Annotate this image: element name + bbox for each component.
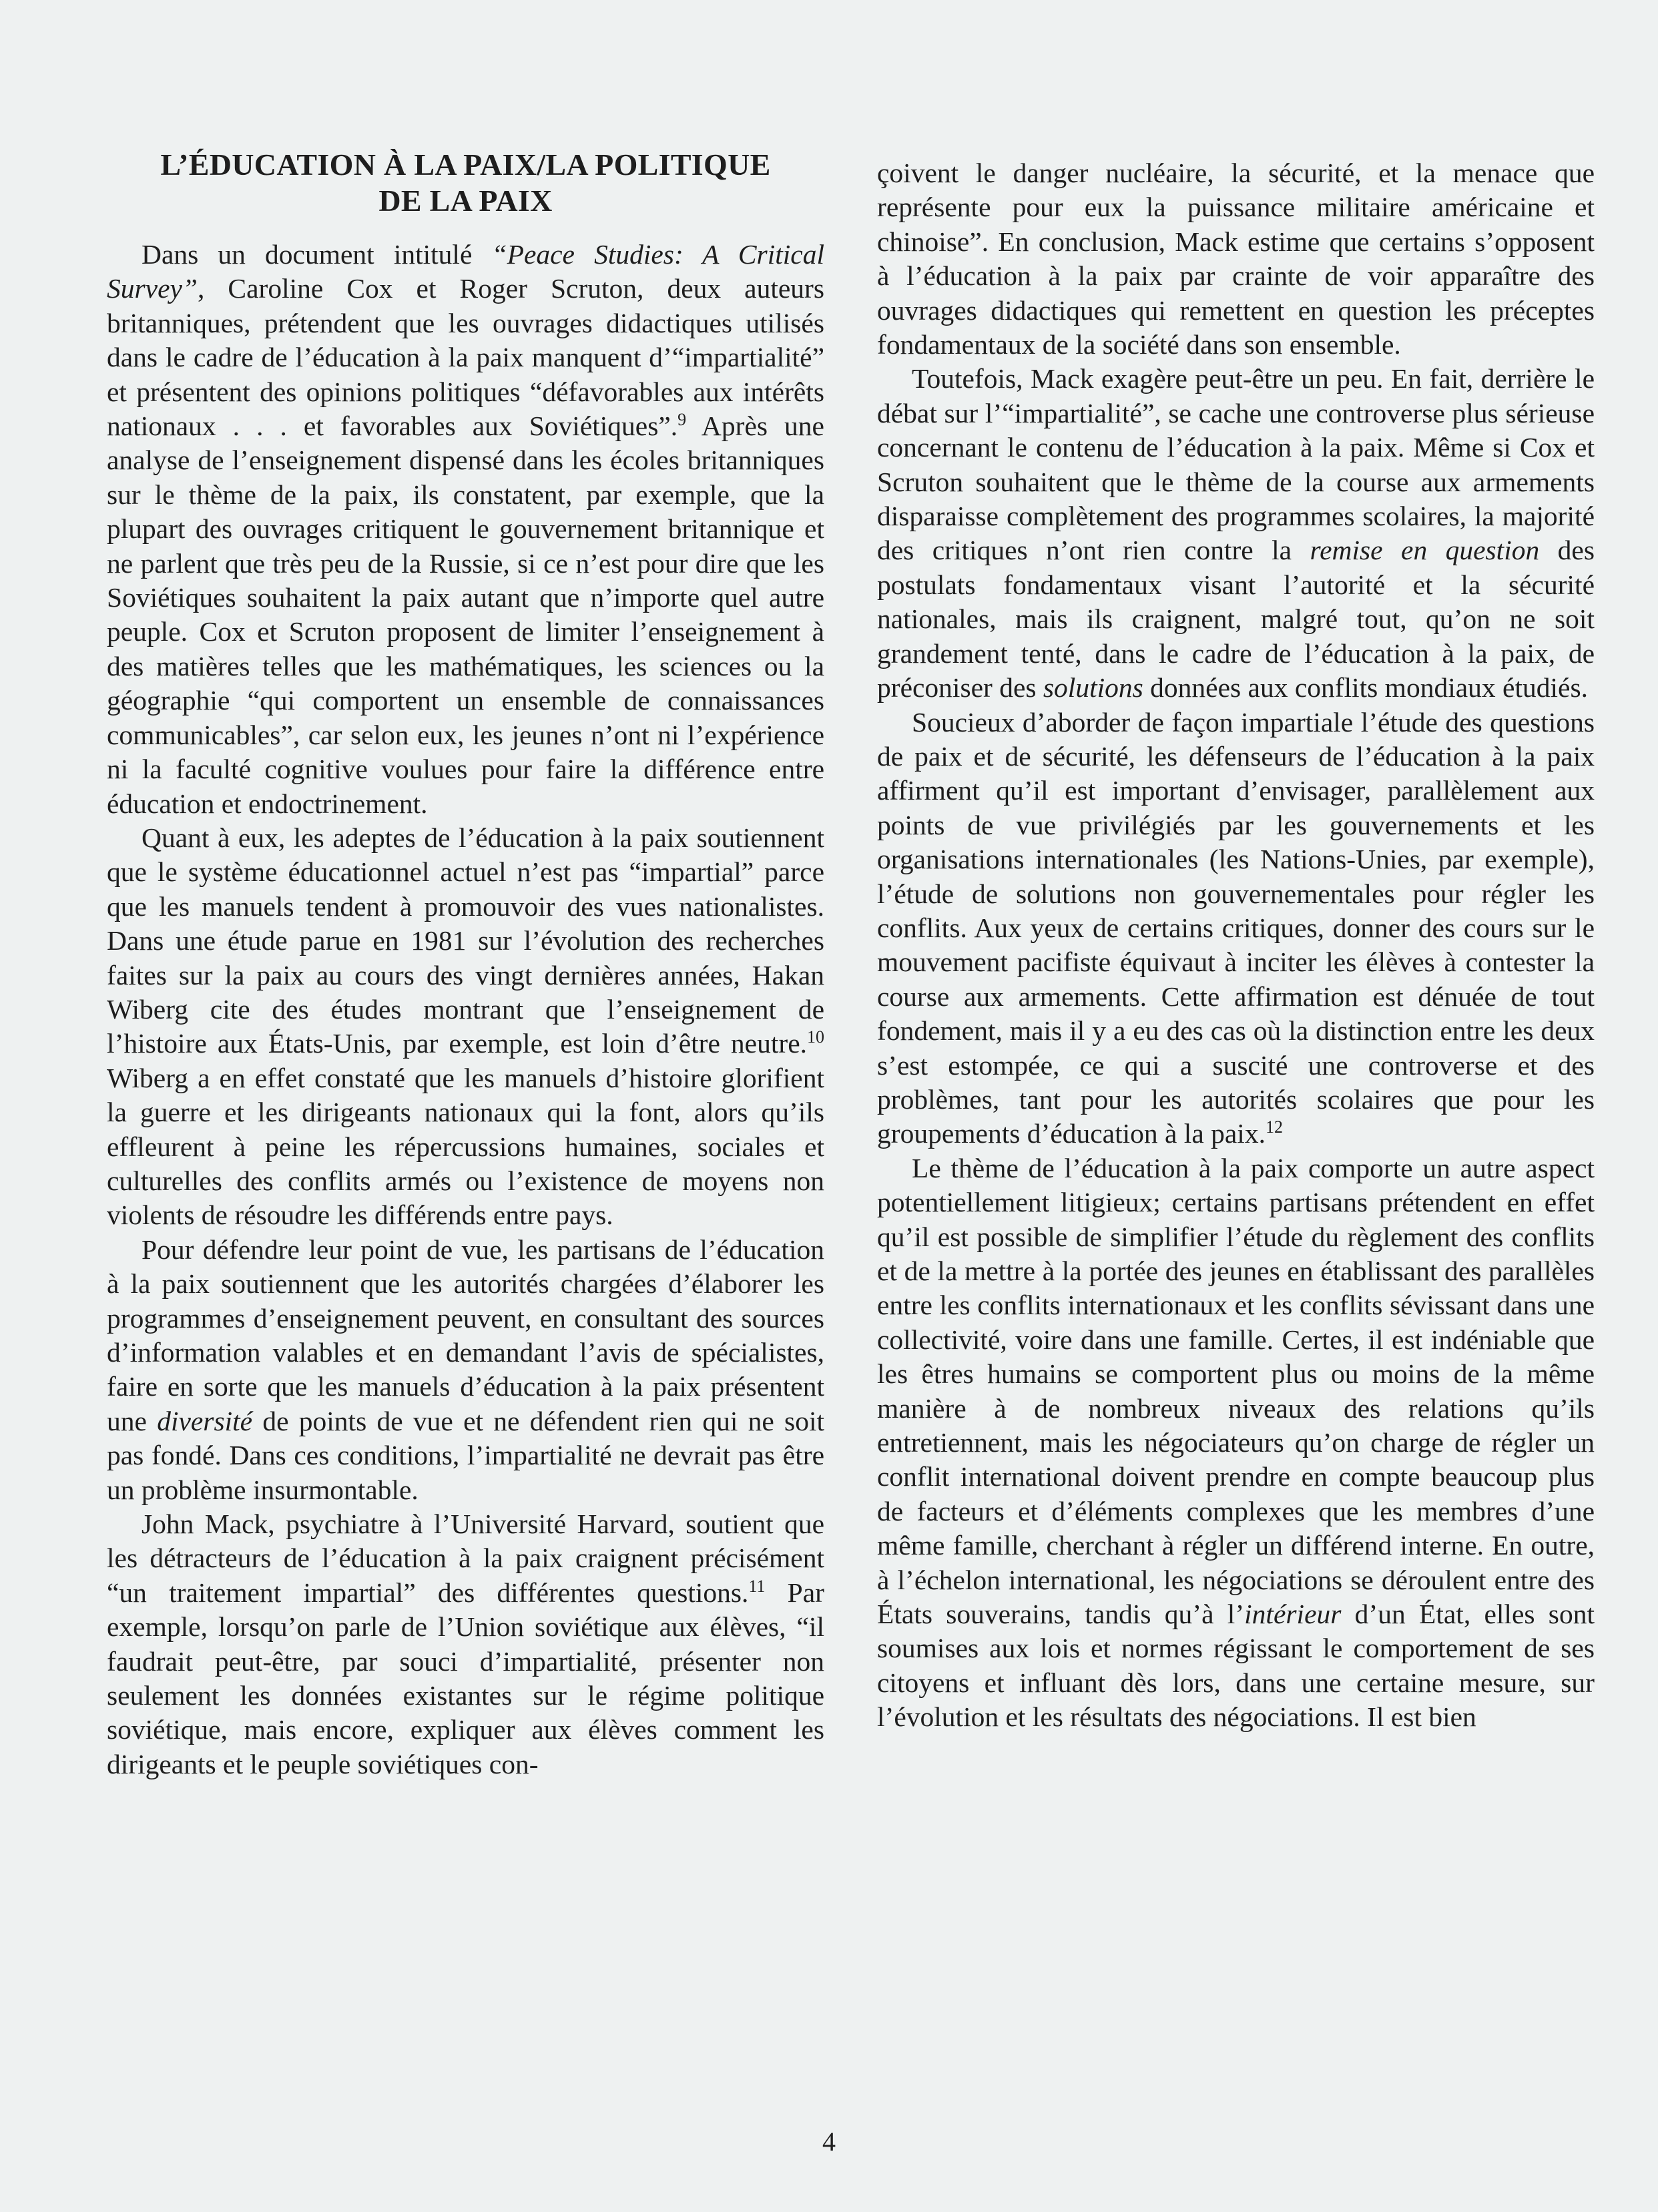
text-run: de points de vue et ne défendent rien qui ne soit pas fondé. Dans ces conditions, l’impartialité ne devrait pas être un problème insurmontable. [107, 1405, 824, 1505]
italic-emphasis: remise en question [1310, 535, 1540, 566]
footnote-marker: 12 [1265, 1117, 1283, 1137]
text-run: Pour défendre leur point de vue, les partisans de l’éducation à la paix soutiennent que les autorités chargées d’élaborer les programmes d’enseignement peuvent, en consultant des sources d’information valables et en demandant l’avis de spécialistes, faire en sorte que les manuels d’éducation à la paix présentent une [107, 1233, 824, 1436]
paragraph-2 [107, 821, 824, 1233]
paragraph-3 [107, 1233, 824, 1507]
paragraph-7 [877, 1151, 1595, 1735]
italic-title: “Peace Studies: A Critical Survey” [107, 239, 824, 304]
text-run: John Mack, psychiatre à l’Université Harvard, soutient que les détracteurs de l’éducation à la paix craignent précisément “un traitement impartial” des différentes questions. [107, 1508, 824, 1608]
text-run: Après une analyse de l’enseignement dispensé dans les écoles britanniques sur le thème de la paix, ils constatent, par exemple, que la plupart des ouvrages critiquent le gouvernement britannique et ne parlent que très peu de la Russie, si ce n’est pour dire que les Soviétiques souhaitent la paix autant que n’importe quel autre peuple. Cox et Scruton proposent de limiter l’enseignement à des matières telles que les mathématiques, les sciences ou la géographie “qui comportent un ensemble de connaissances communicables”, car selon eux, les jeunes n’ont ni l’expérience ni la faculté cognitive voulues pour faire la différence entre éducation et endoctrinement. [107, 410, 824, 819]
text-run: Le thème de l’éducation à la paix comporte un autre aspect potentiellement litigieux; certains partisans prétendent en effet qu’il est possible de simplifier l’étude du règlement des conflits et de la mettre à la portée des jeunes en établissant des parallèles entre les conflits internationaux et les conflits sévissant dans une collectivité, voire dans une famille. Certes, il est indéniable que les êtres humains se comportent plus ou moins de la même manière à de nombreux niveaux des relations qu’ils entretiennent, mais les négociateurs qu’on charge de régler un conflit international doivent prendre en compte beaucoup plus de facteurs et d’éléments complexes que les membres d’une même famille, cherchant à régler un différend interne. En outre, à l’échelon international, les négociations se déroulent entre des États souverains, tandis qu’à l’ [877, 1152, 1595, 1630]
text-run: Toutefois, Mack exagère peut-être un peu. En fait, derrière le débat sur l’“impartialité”, se cache une controverse plus sérieuse concernant le contenu de l’éducation à la paix. Même si Cox et Scruton souhaitent que le thème de la course aux armements disparaisse complètement des programmes scolaires, la majorité des critiques n’ont rien contre la [877, 363, 1595, 566]
text-run: Soucieux d’aborder de façon impartiale l’étude des questions de paix et de sécurité, les défenseurs de l’éducation à la paix affirment qu’il est important d’envisager, parallèlement aux points de vue privilégiés par les gouvernements et les organisations internationales (les Nations-Unies, par exemple), l’étude de solutions non gouvernementales pour régler les conflits. Aux yeux de certains critiques, donner des cours sur le mouvement pacifiste équivaut à inciter les élèves à contester la course aux armements. Cette affirmation est dénuée de tout fondement, mais il y a eu des cas où la distinction entre les deux s’est estompée, ce qui a suscité une controverse et des problèmes, tant pour les autorités scolaires que pour les groupements d’éducation à la paix. [877, 706, 1595, 1149]
text-run: Dans un document intitulé [142, 239, 492, 270]
text-run: d’un État, elles sont soumises aux lois et normes régissant le comportement de ses citoyens et influant dès lors, dans une certaine mesure, sur l’évolution et les résultats des négociations. Il est bien [877, 1599, 1595, 1733]
left-column [107, 147, 824, 1781]
title-line-2: DE LA PAIX [378, 184, 553, 218]
text-run: Wiberg a en effet constaté que les manuels d’histoire glorifient la guerre et les dirigeants nationaux qui la font, alors qu’ils effleurent à peine les répercussions humaines, sociales et culturelles des conflits armés ou l’existence de moyens non violents de résoudre les différends entre pays. [107, 1062, 824, 1231]
text-run: Par exemple, lorsqu’on parle de l’Union soviétique aux élèves, “il faudrait peut-être, par souci d’impartialité, présenter non seulement les données existantes sur le régime politique soviétique, mais encore, expliquer aux élèves comment les dirigeants et le peuple soviétiques con- [107, 1577, 824, 1779]
footnote-marker: 10 [807, 1027, 824, 1047]
paragraph-5 [877, 362, 1595, 705]
italic-emphasis: solutions [1043, 672, 1143, 704]
italic-emphasis: intérieur [1244, 1599, 1342, 1630]
page-number: 4 [822, 2127, 836, 2157]
article-title [107, 147, 824, 219]
paragraph-1 [107, 238, 824, 821]
paragraph-4-continued: çoivent le danger nucléaire, la sécurité, et la menace que représente pour eux la puissance militaire américaine et chinoise”. En conclusion, Mack estime que certains s’opposent à l’éducation à la paix par crainte de voir apparaître des ouvrages didactiques qui remettent en question les préceptes fondamentaux de la société dans son ensemble. [877, 158, 1595, 360]
text-run: des postulats fondamentaux visant l’autorité et la sécurité nationales, mais ils craignent, malgré tout, qu’on ne soit grandement tenté, dans le cadre de l’éducation à la paix, de préconiser des [877, 535, 1595, 704]
text-run: , Caroline Cox et Roger Scruton, deux auteurs britanniques, prétendent que les ouvrages didactiques utilisés dans le cadre de l’éducation à la paix manquent d’“impartialité” et présentent des opinions politiques “défavorables aux intérêts nationaux . . . et favorables aux Soviétiques”. [107, 273, 824, 442]
text-run: données aux conflits mondiaux étudiés. [1143, 672, 1588, 704]
italic-emphasis: diversité [157, 1405, 253, 1436]
footnote-marker: 11 [748, 1576, 766, 1596]
title-line-1: L’ÉDUCATION À LA PAIX/LA POLITIQUE [160, 148, 771, 182]
paragraph-4 [107, 1507, 824, 1781]
text-run: Quant à eux, les adeptes de l’éducation à la paix soutiennent que le système éducationnel actuel n’est pas “impartial” parce que les manuels tendent à promouvoir des vues nationalistes. Dans une étude parue en 1981 sur l’évolution des recherches faites sur la paix au cours des vingt dernières années, Hakan Wiberg cite des études montrant que l’enseignement de l’histoire aux États-Unis, par exemple, est loin d’être neutre. [107, 822, 824, 1059]
footnote-marker: 9 [677, 410, 687, 430]
paragraph-6 [877, 706, 1595, 1151]
right-column [877, 156, 1595, 1735]
